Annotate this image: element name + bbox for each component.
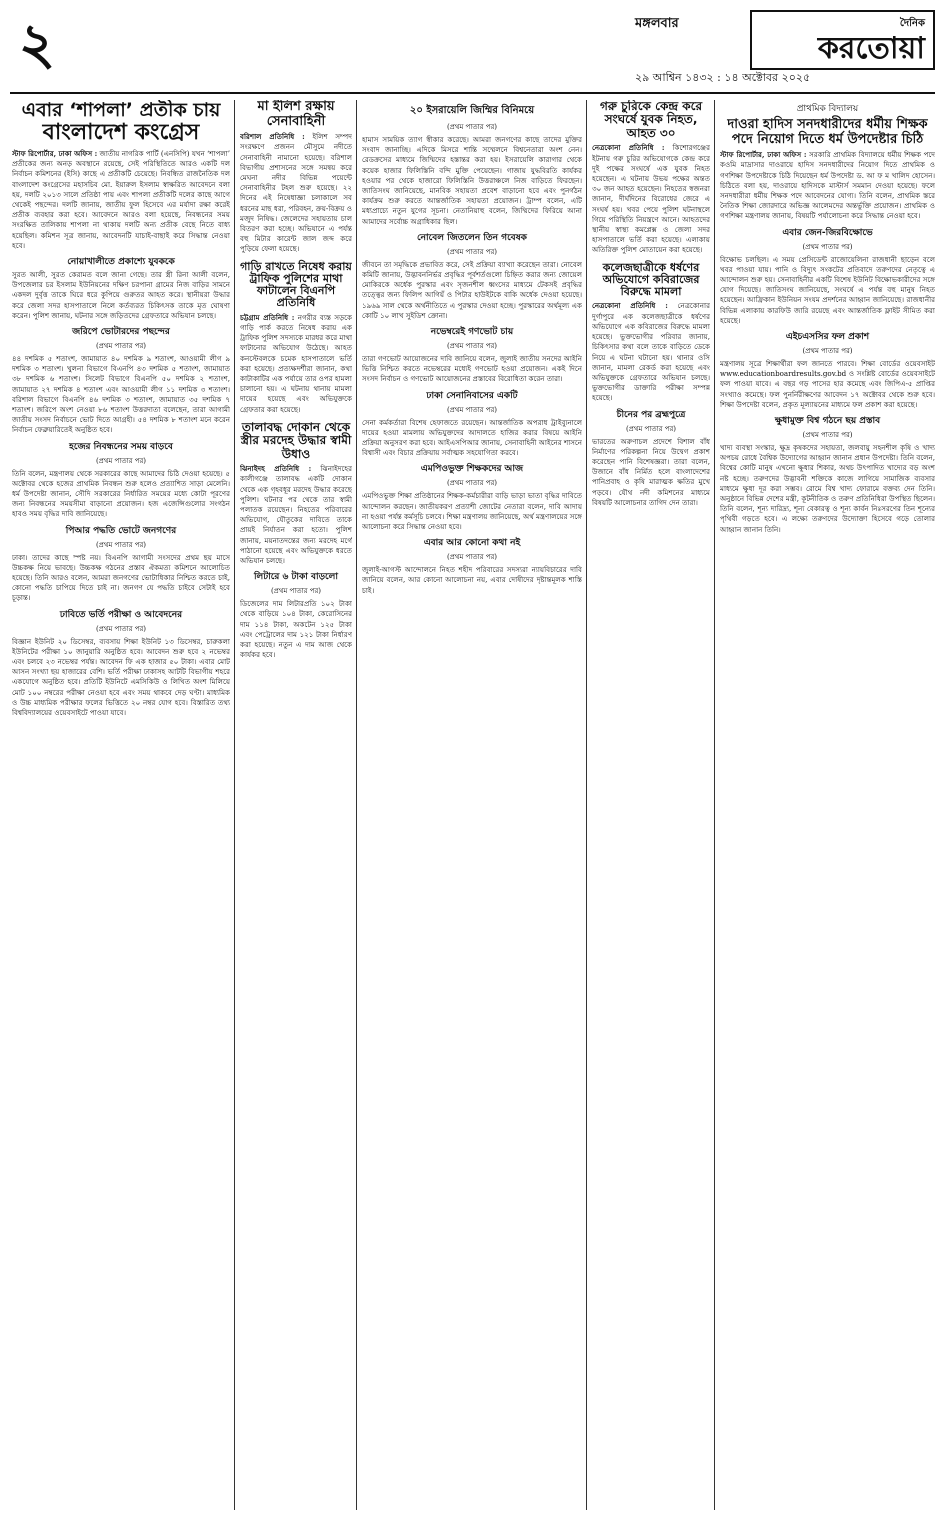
body-hajj: তিনি বলেন, মন্ত্রণালয় থেকে সরকারের কাছে আমাদের চিঠি দেওয়া হয়েছে। ৫ অক্টোবর থেকে হজের প্রাথমিক নিবন্ধন শুরু হলেও প্রত্যাশিত সাড়া মেলেনি। ধর্ম উপদেষ্টা জানান, সৌদি সরকারের নির্ধারিত সময়ের মধ্যে কোটা পূরণের জন্য নিবন্ধনের সময়সীমা বাড়ানো প্রয়োজন। হজ এজেন্সিগুলোর সংগঠন হাবও সময় বৃদ্ধির দাবি জানিয়েছে।	[12, 468, 230, 519]
body-november: তারা গণভোট আয়োজনের দাবি জানিয়ে বলেন, জুলাই জাতীয় সনদের আইনি ভিত্তি নিশ্চিত করতে নভেম্বরের মধ্যেই গণভোট হওয়া প্রয়োজন। একই দিনে সংসদ নির্বাচন ও গণভোট আয়োজনের প্রস্তাবের বিরোধিতা করেন তারা।	[362, 354, 582, 384]
headline-hunger: ক্ষুধামুক্ত বিশ্ব গঠনে ছয় প্রস্তাব	[774, 415, 881, 426]
headline-nobel: নোবেল জিতলেন তিন গবেষক	[417, 232, 527, 243]
body-admission: বিজ্ঞান ইউনিট ২০ ডিসেম্বর, ব্যবসায় শিক্ষা ইউনিট ১৩ ডিসেম্বর, চারুকলা ইউনিটের পরীক্ষা ১০ জানুয়ারি অনুষ্ঠিত হবে। আবেদন শুরু হবে ২ নভেম্বর এবং চলবে ২৩ নভেম্বর পর্যন্ত। আবেদন ফি এক হাজার ৫০ টাকা। এবার মোট আসন সংখ্যা ছয় হাজারের বেশি। ভর্তি পরীক্ষা ঢাকাসহ আটটি বিভাগীয় শহরে একযোগে অনুষ্ঠিত হবে। প্রতিটি ইউনিটে এমসিকিউ ও লিখিত অংশ মিলিয়ে মোট ১০০ নম্বরের পরীক্ষা নেওয়া হবে এবং সময় থাকবে দেড় ঘণ্টা। মাধ্যমিক ও উচ্চ মাধ্যমিক পরীক্ষার ফলের ভিত্তিতে ২০ নম্বর যোগ হবে। বিস্তারিত তথ্য বিশ্ববিদ্যালয়ের ওয়েবসাইটে পাওয়া যাবে।	[12, 636, 230, 718]
lede-teacher: স্টাফ রিপোর্টার, ঢাকা অফিস :	[720, 150, 807, 160]
headline-admission: ঢাবিতে ভর্তি পরীক্ষা ও আবেদনের	[59, 609, 183, 620]
continued-hajj: (প্রথম পাতার পর)	[95, 456, 147, 465]
body-brahmaputra: ভারতের অরুণাচল প্রদেশে বিশাল বাঁধ নির্মাণের পরিকল্পনা নিয়ে উদ্বেগ প্রকাশ করেছেন পানি বিশেষজ্ঞরা। তারা বলেন, উজানে বাঁধ নির্মিত হলে বাংলাদেশের পানিপ্রবাহ ও কৃষি মারাত্মক ক্ষতির মুখে পড়বে। যৌথ নদী কমিশনের মাধ্যমে বিষয়টি আলোচনার তাগিদ দেন তারা।	[592, 436, 710, 507]
continued-kotha: (প্রথম পাতার পর)	[446, 553, 498, 562]
continued-nobel: (প্রথম পাতার পর)	[446, 247, 498, 256]
lede-shapla: স্টাফ রিপোর্টার, ঢাকা অফিস :	[12, 148, 98, 158]
body-hsc: মন্ত্রণালয় সূত্রে শিক্ষার্থীরা ফল জানতে পারবে। শিক্ষা বোর্ডের ওয়েবসাইট www.educationboardresults.gov.bd ও সংশ্লিষ্ট বোর্ডের ওয়েবসাইটে ফল পাওয়া যাবে। এ বছর গড় পাসের হার কমেছে এবং জিপিএ-৫ প্রাপ্তির সংখ্যাও কমেছে। ফল পুনর্নিরীক্ষণের আবেদন ১৭ অক্টোবর থেকে শুরু হবে। শিক্ষা উপদেষ্টা বলেন, প্রকৃত মূল্যায়নের মাধ্যমে ফল প্রকাশ করা হয়েছে।	[720, 358, 935, 409]
masthead-date: ২৯ আশ্বিন ১৪৩২ : ১৪ অক্টোবর ২০২৫	[635, 71, 811, 84]
lede-ilish: বরিশাল প্রতিনিধি :	[240, 132, 305, 142]
logo-small-text: দৈনিক	[899, 17, 925, 29]
story-ilish	[240, 132, 352, 254]
headline-lock: তালাবদ্ধ দোকান থেকে স্ত্রীর মরদেহ উদ্ধার স্বামী উধাও	[240, 419, 352, 461]
story-cow	[592, 143, 710, 255]
column-rule	[234, 100, 235, 1510]
body-kotha: জুলাই-আগস্ট আন্দোলনে নিহত শহীদ পরিবারের সদস্যরা ন্যায়বিচারের দাবি জানিয়ে বলেন, আর কোনো আলোচনা নয়, এবার দোষীদের দৃষ্টান্তমূলক শাস্তি চাই।	[362, 565, 582, 595]
headline-hajj: হজের নিবন্ধনের সময় বাড়বে	[69, 441, 173, 452]
story-traffic	[240, 313, 352, 415]
lede-cow: নেত্রকোনা প্রতিনিধি :	[592, 143, 665, 153]
continued-survey: (প্রথম পাতার পর)	[95, 341, 147, 350]
headline-ilish: মা ইলিশ রক্ষায় সেনাবাহিনী	[257, 100, 335, 129]
headline-cow: গরু চুরিকে কেন্দ্র করে সংঘর্ষে যুবক নিহত, আহত ৩০	[599, 100, 703, 140]
continued-genz: (প্রথম পাতার পর)	[802, 242, 853, 251]
body-lock: ঝিনাইদহের কালীগঞ্জে তালাবদ্ধ একটি দোকান থেকে এক গৃহবধূর মরদেহ উদ্ধার করেছে পুলিশ। ঘটনার পর থেকে তার স্বামী পলাতক রয়েছেন। নিহতের পরিবারের অভিযোগ, যৌতুকের দাবিতে তাকে প্রায়ই নির্যাতন করা হতো। পুলিশ জানায়, ময়নাতদন্তের জন্য মরদেহ মর্গে পাঠানো হয়েছে এবং অভিযুক্তকে ধরতে অভিযান চলছে।	[240, 464, 352, 565]
continued-dhaka-cant: (প্রথম পাতার পর)	[446, 405, 498, 414]
headline-litre: লিটারে ৬ টাকা বাড়লো	[253, 572, 338, 583]
body-teacher: সরকারি প্রাথমিক বিদ্যালয়ে ধর্মীয় শিক্ষক পদে কওমি মাদ্রাসার দাওরায়ে হাদিস সনদধারীদের নিয়োগ দিতে প্রাথমিক ও গণশিক্ষা উপদেষ্টাকে চিঠি দিয়েছেন ধর্ম উপদেষ্টা ড. আ ফ ম খালিদ হোসেন। চিঠিতে বলা হয়, দাওরায়ে হাদিসকে মাস্টার্স সমমান দেওয়া হয়েছে। ফলে সনদধারীরা ধর্মীয় শিক্ষক পদে আবেদনের যোগ্য। তিনি বলেন, প্রাথমিক স্তরে নৈতিক শিক্ষা জোরদারে অভিজ্ঞ আলেমদের অন্তর্ভুক্তি প্রয়োজন। প্রাথমিক ও গণশিক্ষা মন্ত্রণালয় জানায়, বিষয়টি পর্যালোচনা করে সিদ্ধান্ত নেওয়া হবে।	[720, 150, 935, 221]
school-label: প্রাথমিক বিদ্যালয়	[796, 104, 859, 114]
continued-admission: (প্রথম পাতার পর)	[95, 624, 147, 633]
column-rule	[586, 100, 587, 1510]
body-shapla: জাতীয় নাগরিক পার্টি (এনসিপি) যখন ‘শাপলা’ প্রতীকের জন্য অনড় অবস্থানে রয়েছে, সেই পরিস্থিতিতে আরও একটি দল নির্বাচন কমিশনের (ইসি) কাছে এ প্রতীকটি চেয়েছে। নিবন্ধিত রাজনৈতিক দল বাংলাদেশ কংগ্রেসের মহাসচিব মো. ইয়ারুল ইসলাম স্বাক্ষরিত আবেদনে বলা হয়, দলটি ২০১৩ সালে প্রতিষ্ঠা পায় এবং শাপলা প্রতীকটি দলের কাছে আগে থেকেই পছন্দের। দলটি জানায়, জাতীয় ফুল হিসেবে এর মর্যাদা রক্ষা করেই প্রতীক ব্যবহার করা হবে। আবেদনে আরও বলা হয়েছে, নিবন্ধনের সময় সংরক্ষিত তালিকায় শাপলা না থাকায় দলটি অন্য প্রতীক বেছে নিতে বাধ্য হয়েছিল। কমিশন সূত্র জানায়, আবেদনটি যাচাই-বাছাই করে সিদ্ধান্ত নেওয়া হবে।	[12, 148, 230, 250]
headline-shapla-1: এবার ‘শাপলা’ প্রতীক চায়	[21, 100, 221, 121]
logo-main-text: করতোয়া	[817, 30, 925, 66]
continued-hsc: (প্রথম পাতার পর)	[802, 346, 853, 355]
story-shapla	[12, 149, 230, 251]
column-rule	[356, 100, 357, 1510]
continued-pr: (প্রথম পাতার পর)	[95, 540, 147, 549]
body-rape: নেত্রকোনার দুর্গাপুরে এক কলেজছাত্রীকে ধর্ষণের অভিযোগে এক কবিরাজের বিরুদ্ধে মামলা হয়েছে। ভুক্তভোগীর পরিবার জানায়, চিকিৎসার কথা বলে তাকে বাড়িতে ডেকে নিয়ে এ ঘটনা ঘটানো হয়। থানার ওসি জানান, মামলা রেকর্ড করা হয়েছে এবং অভিযুক্তকে গ্রেফতারে অভিযান চলছে। ভুক্তভোগীর ডাক্তারি পরীক্ষা সম্পন্ন হয়েছে।	[592, 301, 710, 403]
body-ilish: ইলিশ সম্পদ সংরক্ষণে প্রজনন মৌসুমে নদীতে সেনাবাহিনী নামানো হয়েছে। বরিশাল বিভাগীয় প্রশাসনের সঙ্গে সমন্বয় করে মেঘনা নদীর বিভিন্ন পয়েন্টে সেনাবাহিনীর টহল শুরু হয়েছে। ২২ দিনের এই নিষেধাজ্ঞা চলাকালে সব ধরনের মাছ ধরা, পরিবহন, ক্রয়-বিক্রয় ও মজুদ নিষিদ্ধ। জেলেদের সহায়তায় চাল বিতরণ করা হচ্ছে। অভিযানে এ পর্যন্ত বহু মিটার কারেন্ট জাল জব্দ করে পুড়িয়ে ফেলা হয়েছে।	[240, 132, 352, 254]
newspaper-logo	[750, 10, 935, 70]
headline-hostage: ২০ ইসরায়েলি জিম্মির বিনিময়ে	[409, 105, 535, 116]
lede-lock: ঝিনাইদহ প্রতিনিধি :	[240, 464, 312, 474]
column-4	[592, 100, 710, 1510]
column-2	[240, 100, 352, 1510]
headline-dhaka-cant: ঢাকা সেনানিবাসের একটি	[426, 390, 518, 401]
headline-hsc: এইচএসসির ফল প্রকাশ	[785, 331, 870, 342]
masthead	[635, 10, 935, 90]
headline-pr: পিআর পদ্ধতি ভোটে জনগণের	[65, 525, 177, 536]
body-dhaka-cant: সেনা কর্মকর্তারা বিশেষ হেফাজতে রয়েছেন। আন্তর্জাতিক অপরাধ ট্রাইব্যুনালে দায়ের হওয়া মামলায় অভিযুক্তদের আদালতে হাজির করার বিষয়ে আইনি প্রক্রিয়া অনুসরণ করা হবে। আইএসপিআর জানায়, সেনাবাহিনী আইনের শাসনে বিশ্বাসী এবং বিচার প্রক্রিয়ায় সর্বাত্মক সহযোগিতা করবে।	[362, 417, 582, 458]
body-mpo: এমপিওভুক্ত শিক্ষা প্রতিষ্ঠানের শিক্ষক-কর্মচারীরা বাড়ি ভাড়া ভাতা বৃদ্ধির দাবিতে আন্দোলন করছেন। জাতীয়করণ প্রত্যাশী জোটের নেতারা বলেন, দাবি আদায় না হওয়া পর্যন্ত কর্মসূচি চলবে। শিক্ষা মন্ত্রণালয় জানিয়েছে, অর্থ মন্ত্রণালয়ের সঙ্গে আলোচনা করে সিদ্ধান্ত নেওয়া হবে।	[362, 491, 582, 532]
headline-brahmaputra: চীনের পর ব্রহ্মপুত্রে	[616, 409, 686, 420]
body-litre: ডিজেলের দাম লিটারপ্রতি ১০২ টাকা থেকে বাড়িয়ে ১০৪ টাকা, কেরোসিনের দাম ১১৪ টাকা, অকটেন ১২৫ টাকা এবং পেট্রোলের দাম ১২১ টাকা নির্ধারণ করা হয়েছে। নতুন এ দাম আজ থেকে কার্যকর হবে।	[240, 599, 352, 660]
headline-genz: এবার জেন-জিরবিক্ষোভে	[782, 227, 873, 238]
masthead-day: মঙ্গলবার	[635, 16, 679, 31]
column-1	[12, 100, 230, 1510]
continued-november: (প্রথম পাতার পর)	[446, 342, 498, 351]
column-5	[720, 100, 935, 1510]
story-lock	[240, 464, 352, 566]
headline-teacher: দাওরা হাদিস সনদধারীদের ধর্মীয় শিক্ষক পদে নিয়োগ দিতে ধর্ম উপদেষ্টার চিঠি	[727, 117, 928, 147]
body-genz: বিক্ষোভ চলছিল। এ সময় প্রেসিডেন্ট রাজোয়েলিনা রাজধানী ছাড়েন বলে খবর পাওয়া যায়। পানি ও বিদ্যুৎ সংকটের প্রতিবাদে তরুণদের নেতৃত্বে এ আন্দোলন শুরু হয়। সেনাবাহিনীর একটি বিশেষ ইউনিট বিক্ষোভকারীদের সঙ্গে যোগ দিয়েছে। জাতিসংঘ জানিয়েছে, সংঘর্ষে এ পর্যন্ত বহু মানুষ নিহত হয়েছেন। আফ্রিকান ইউনিয়ন সংযম প্রদর্শনের আহ্বান জানিয়েছে। রাজধানীর বিভিন্ন এলাকায় কারফিউ জারি রয়েছে এবং আন্তর্জাতিক ফ্লাইট সীমিত করা হয়েছে।	[720, 254, 935, 325]
headline-youth: নোয়াখালীতে প্রকাশ্যে যুবককে	[67, 256, 175, 267]
headline-kotha: এবার আর কোনো কথা নই	[423, 538, 521, 549]
top-rule	[10, 92, 935, 94]
continued-mpo: (প্রথম পাতার পর)	[446, 479, 498, 488]
lede-traffic: চট্টগ্রাম প্রতিনিধি :	[240, 312, 295, 322]
continued-litre: (প্রথম পাতার পর)	[270, 587, 322, 596]
headline-mpo: এমপিওভুক্ত শিক্ষকদের আজ	[420, 464, 524, 475]
headline-november: নভেম্বরেই গণভোট চায়	[430, 327, 514, 338]
body-nobel: জীবনে তা সমৃদ্ধিকে প্রভাবিত করে, সেই প্রক্রিয়া ব্যাখ্যা করেছেন তারা। নোবেল কমিটি জানায়, উদ্ভাবননির্ভর প্রবৃদ্ধির পূর্বশর্তগুলো চিহ্নিত করার জন্য জোয়েল মোকিরকে অর্ধেক পুরস্কার এবং সৃজনশীল ধ্বংসের মাধ্যমে টেকসই প্রবৃদ্ধির তত্ত্বের জন্য ফিলিপ আগিয়ঁ ও পিটার হাউইটকে বাকি অর্ধেক দেওয়া হয়েছে। ১৯৬৯ সাল থেকে অর্থনীতিতে এ পুরস্কার দেওয়া হচ্ছে। পুরস্কারের অর্থমূল্য এক কোটি ১০ লাখ সুইডিশ ক্রোনা।	[362, 259, 582, 320]
story-teacher	[720, 150, 935, 221]
page-number: ২	[18, 12, 56, 77]
headline-traffic: গাড়ি রাখতে নিষেধ করায় ট্রাফিক পুলিশের মাথা ফাটালেন বিএনপি প্রতিনিধি	[240, 259, 352, 310]
column-rule	[714, 100, 715, 1510]
continued-hostage: (প্রথম পাতার পর)	[446, 123, 498, 131]
headline-rape: কলেজছাত্রীকে ধর্ষণের অভিযোগে কবিরাজের বিরুদ্ধে মামলা	[602, 260, 700, 299]
body-hunger: খাদ্য ব্যবস্থা সংস্কার, ক্ষুদ্র কৃষকদের সহায়তা, জলবায়ু সহনশীল কৃষি ও খাদ্য অপচয় রোধে বৈশ্বিক উদ্যোগের আহ্বান জানান প্রধান উপদেষ্টা। তিনি বলেন, বিশ্বের কোটি মানুষ এখনো ক্ষুধার শিকার, অথচ উৎপাদিত খাদ্যের বড় অংশ নষ্ট হচ্ছে। তরুণদের উদ্ভাবনী শক্তিকে কাজে লাগিয়ে সামাজিক ব্যবসার মাধ্যমে ক্ষুধা দূর করা সম্ভব। রোমে বিশ্ব খাদ্য ফোরামে বক্তব্য দেন তিনি। অনুষ্ঠানে বিভিন্ন দেশের মন্ত্রী, কূটনীতিক ও তরুণ প্রতিনিধিরা উপস্থিত ছিলেন। তিনি বলেন, শূন্য দারিদ্র্য, শূন্য বেকারত্ব ও শূন্য কার্বন নিঃসরণের তিন শূন্যের পৃথিবী গড়তে হবে। এ লক্ষ্যে তরুণদের উদ্যোক্তা হিসেবে গড়ে তোলার আহ্বান জানান তিনি।	[720, 442, 935, 534]
body-hostage: হামাস সাময়িক ত্যাগ স্বীকার করেছে। আমরা জনগণের কাছে তাদের মুক্তির সংবাদ জানাচ্ছি। এদিকে মিসরে শান্তি সম্মেলনে বিশ্বনেতারা অংশ নেন। রেডক্রসের মাধ্যমে জিম্মিদের হস্তান্তর করা হয়। ইসরায়েলি কারাগার থেকে কয়েক হাজার ফিলিস্তিনি বন্দি মুক্তি পেয়েছেন। গাজায় যুদ্ধবিরতি কার্যকর হওয়ার পর থেকে হাজারো ফিলিস্তিনি উত্তরাঞ্চলে নিজ বাড়িতে ফিরছেন। জাতিসংঘ জানিয়েছে, মানবিক সহায়তা প্রবেশ বাড়ানো হবে এবং পুনর্গঠন কার্যক্রম শুরু করতে আন্তর্জাতিক সহায়তা প্রয়োজন। ট্রাম্প বলেন, এটি মধ্যপ্রাচ্যে নতুন যুগের সূচনা। নেতানিয়াহু বলেন, জিম্মিদের ফিরিয়ে আনা আমাদের সর্বোচ্চ অগ্রাধিকার ছিল।	[362, 135, 582, 226]
column-3	[362, 100, 582, 1510]
lede-rape: নেত্রকোনা প্রতিনিধি :	[592, 301, 668, 311]
body-survey: ৪৪ দশমিক ৫ শতাংশ, জামায়াত ৪০ দশমিক ৯ শতাংশ, আওয়ামী লীগ ৯ দশমিক ৩ শতাংশ। খুলনা বিভাগে বিএনপি ৪৩ দশমিক ৫ শতাংশ, জামায়াত ৩৮ দশমিক ৬ শতাংশ। সিলেট বিভাগে বিএনপি ৫০ দশমিক ২ শতাংশ, জামায়াত ২৭ দশমিক ৪ শতাংশ এবং আওয়ামী লীগ ১১ দশমিক ৩ শতাংশ। বরিশাল বিভাগে বিএনপি ৪৬ দশমিক ৩ শতাংশ, জামায়াত ৩৫ দশমিক ৭ শতাংশ। জরিপে অংশ নেওয়া ৮৬ শতাংশ উত্তরদাতা বলেছেন, তারা আগামী জাতীয় সংসদ নির্বাচনে ভোট দিতে আগ্রহী। ৫৪ দশমিক ৮ শতাংশ মনে করেন নির্বাচন ফেব্রুয়ারিতেই অনুষ্ঠিত হবে।	[12, 353, 230, 435]
continued-hunger: (প্রথম পাতার পর)	[802, 430, 853, 439]
body-cow: কিশোরগঞ্জের ইটনায় গরু চুরির অভিযোগকে কেন্দ্র করে দুই পক্ষের সংঘর্ষে এক যুবক নিহত হয়েছেন। এ ঘটনায় উভয় পক্ষের অন্তত ৩০ জন আহত হয়েছেন। নিহতের স্বজনরা জানান, দীর্ঘদিনের বিরোধের জেরে এ সংঘর্ষ হয়। খবর পেয়ে পুলিশ ঘটনাস্থলে গিয়ে পরিস্থিতি নিয়ন্ত্রণে আনে। আহতদের স্থানীয় স্বাস্থ্য কমপ্লেক্স ও জেলা সদর হাসপাতালে ভর্তি করা হয়েছে। এলাকায় অতিরিক্ত পুলিশ মোতায়েন করা হয়েছে।	[592, 143, 710, 255]
body-traffic: নগরীর ব্যস্ত সড়কে গাড়ি পার্ক করতে নিষেধ করায় এক ট্রাফিক পুলিশ সদস্যকে মারধর করে মাথা ফাটানোর অভিযোগ উঠেছে। আহত কনস্টেবলকে চমেক হাসপাতালে ভর্তি করা হয়েছে। প্রত্যক্ষদর্শীরা জানান, কথা কাটাকাটির এক পর্যায়ে তার ওপর হামলা চালানো হয়। এ ঘটনায় থানায় মামলা দায়ের হয়েছে এবং অভিযুক্তকে গ্রেফতার করা হয়েছে।	[240, 312, 352, 414]
story-rape	[592, 301, 710, 403]
continued-brahmaputra: (প্রথম পাতার পর)	[625, 424, 677, 433]
body-youth: সুরত আলী, সুরত কেরামত বলে জানা গেছে। তার স্ত্রী রিনা আলী বলেন, উপজেলার চর ইসলাম ইউনিয়নের দক্ষিণ চরপানা গ্রামের নিজ বাড়ির সামনে একদল দুর্বৃত্ত তাকে ঘিরে ধরে কুপিয়ে গুরুতর আহত করে। স্থানীয়রা উদ্ধার করে জেলা সদর হাসপাতালে নিলে কর্তব্যরত চিকিৎসক তাকে মৃত ঘোষণা করেন। পুলিশ জানায়, ঘটনার সঙ্গে জড়িতদের গ্রেফতারে অভিযান চলছে।	[12, 269, 230, 320]
body-pr: ঢাকা। তাদের কাছে স্পষ্ট নয়। বিএনপি আগামী সংসদের প্রথম ছয় মাসে উচ্চকক্ষ নিয়ে ভাবছে। উচ্চকক্ষ গঠনের প্রস্তাব ঐকমত্য কমিশনে আলোচিত হয়েছে। তিনি আরও বলেন, আমরা জনগণের ভোটাধিকার নিশ্চিত করতে চাই, কোনো পদ্ধতি চাপিয়ে দিতে চাই না। জনগণ যে পদ্ধতি চাইবে সেটাই হবে চূড়ান্ত।	[12, 552, 230, 603]
headline-shapla-2: বাংলাদেশ কংগ্রেস	[42, 120, 200, 146]
headline-survey: জরিপে ভোটারদের পছন্দের	[72, 326, 170, 337]
